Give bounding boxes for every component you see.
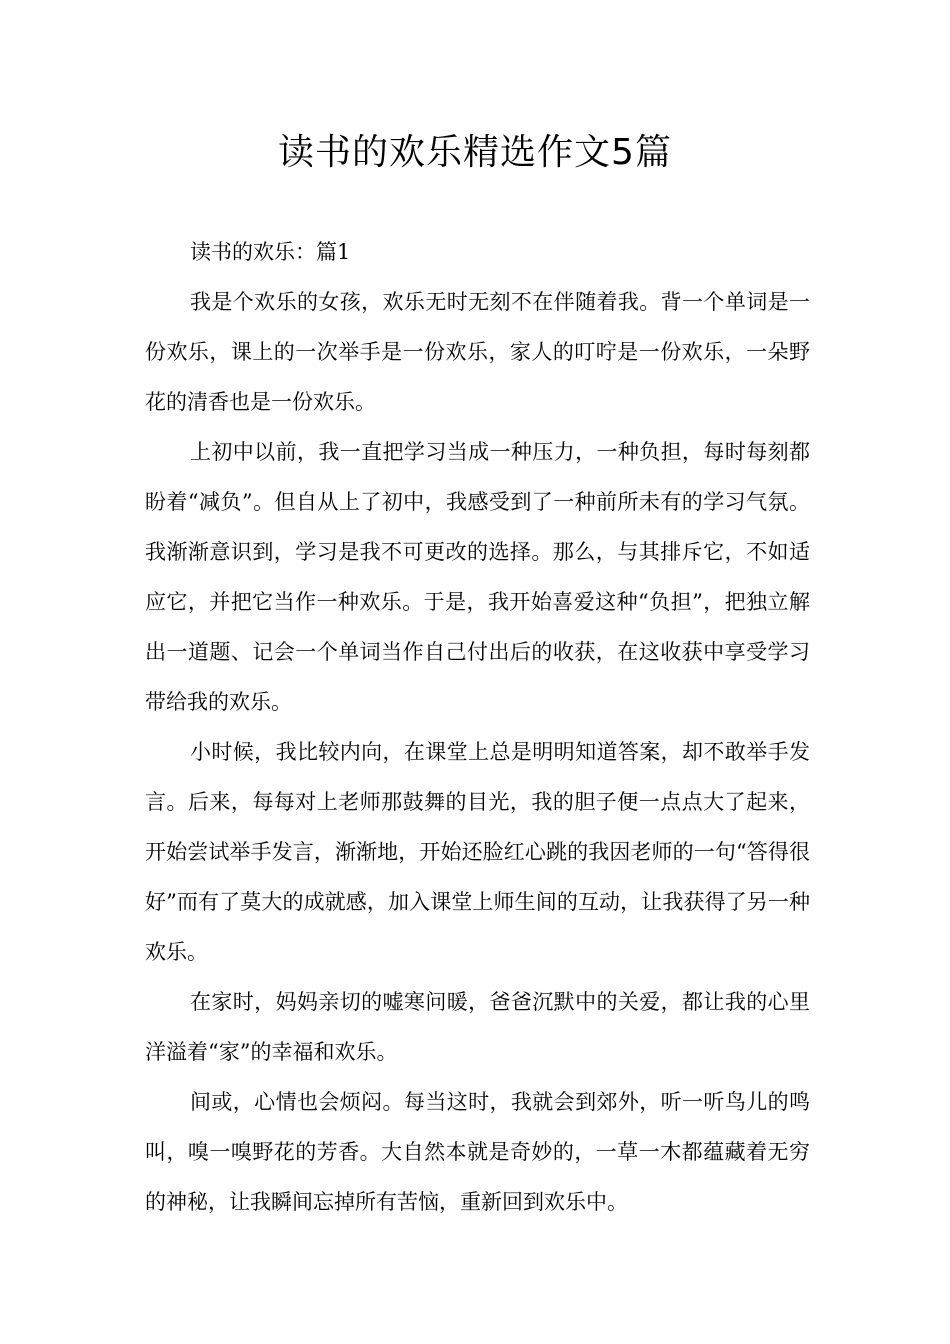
document-body [145,227,810,1227]
document-title: 读书的欢乐精选作文5篇 [278,132,672,173]
paragraph-1: 我是个欢乐的女孩，欢乐无时无刻不在伴随着我。背一个单词是一份欢乐，课上的一次举手是一份欢乐，家人的叮咛是一份欢乐，一朵野花的清香也是一份欢乐。 [145,290,810,414]
paragraph-3: 小时候，我比较内向，在课堂上总是明明知道答案，却不敢举手发言。后来，每每对上老师那鼓舞的目光，我的胆子便一点点大了起来，开始尝试举手发言，渐渐地，开始还脸红心跳的我因老师的一句“答得很好”而有了莫大的成就感，加入课堂上师生间的互动，让我获得了另一种欢乐。 [145,740,810,964]
paragraph-5: 间或，心情也会烦闷。每当这时，我就会到郊外，听一听鸟儿的鸣叫，嗅一嗅野花的芳香。大自然本就是奇妙的，一草一木都蕴藏着无穷的神秘，让我瞬间忘掉所有苦恼，重新回到欢乐中。 [145,1090,810,1214]
paragraph-2: 上初中以前，我一直把学习当成一种压力，一种负担，每时每刻都盼着“减负”。但自从上了初中，我感受到了一种前所未有的学习气氛。我渐渐意识到，学习是我不可更改的选择。那么，与其排斥它，不如适应它，并把它当作一种欢乐。于是，我开始喜爱这种“负担”，把独立解出一道题、记会一个单词当作自己付出后的收获，在这收获中享受学习带给我的欢乐。 [145,440,810,714]
section-heading: 读书的欢乐：篇1 [190,240,351,264]
paragraph-4: 在家时，妈妈亲切的嘘寒问暖，爸爸沉默中的关爱，都让我的心里洋溢着“家”的幸福和欢乐。 [145,990,810,1064]
